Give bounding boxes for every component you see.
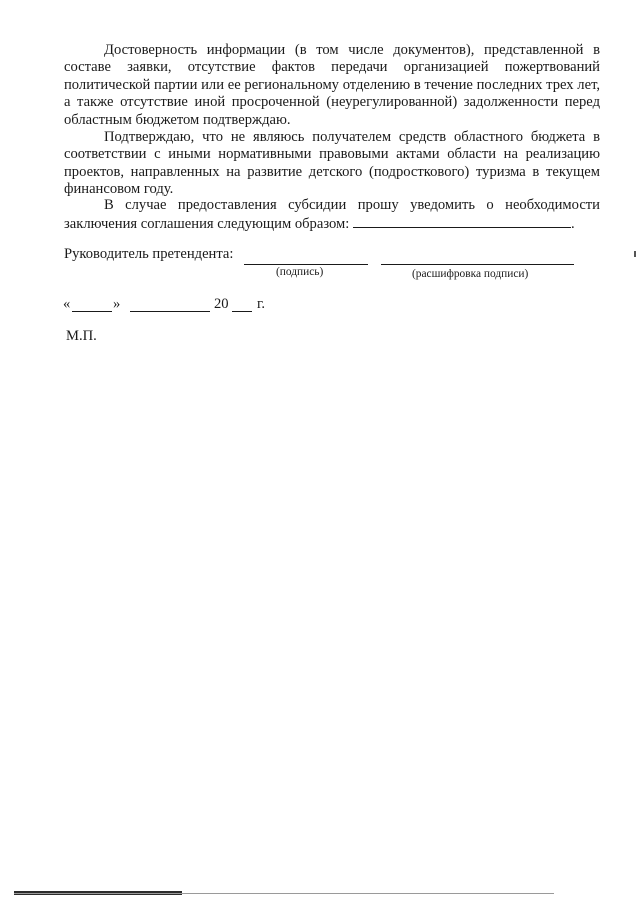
scan-bottom-edge bbox=[14, 893, 554, 894]
date-day-blank[interactable] bbox=[72, 311, 112, 312]
paragraph-3-end: . bbox=[570, 216, 575, 233]
date-year-suffix: г. bbox=[257, 296, 265, 312]
signature-decryption-caption: (расшифровка подписи) bbox=[412, 268, 529, 280]
paragraph-notification-method bbox=[64, 197, 600, 234]
paragraph-confirmation-not-recipient bbox=[64, 129, 600, 199]
paragraph-1-text: Достоверность информации (в том числе документов), представленной в составе заявки, отсутствие фактов передачи организацией пожертвований политической партии или ее региональному отделению в течение последних трех лет, а также отсутствие иной просроченной (неурегулированной) задолженности перед областным бюджетом подтверждаю. bbox=[64, 42, 600, 128]
scan-edge-mark bbox=[634, 251, 636, 257]
date-open-quote: « bbox=[63, 296, 71, 312]
paragraph-3-text: В случае предоставления субсидии прошу уведомить о необходимости заключения соглашения следующим образом: bbox=[64, 197, 600, 233]
signature-caption: (подпись) bbox=[276, 266, 324, 278]
paragraph-3 bbox=[64, 197, 600, 234]
seal-label: М.П. bbox=[66, 328, 97, 344]
date-close-quote: » bbox=[113, 296, 121, 312]
paragraph-2-text: Подтверждаю, что не являюсь получателем средств областного бюджета в соответствии с иными нормативными правовыми актами области на реализацию проектов, направленных на развитие детского (подросткового) туризма в текущем финансовом году. bbox=[64, 129, 600, 198]
signature-blank[interactable] bbox=[244, 264, 368, 265]
signature-decryption-blank[interactable] bbox=[381, 264, 574, 265]
date-year-prefix: 20 bbox=[214, 296, 229, 312]
date-year-blank[interactable] bbox=[232, 311, 252, 312]
notification-method-blank[interactable] bbox=[353, 214, 571, 228]
signature-label: Руководитель претендента: bbox=[64, 246, 234, 262]
date-month-blank[interactable] bbox=[130, 311, 210, 312]
paragraph-confirmation-information bbox=[64, 42, 600, 129]
